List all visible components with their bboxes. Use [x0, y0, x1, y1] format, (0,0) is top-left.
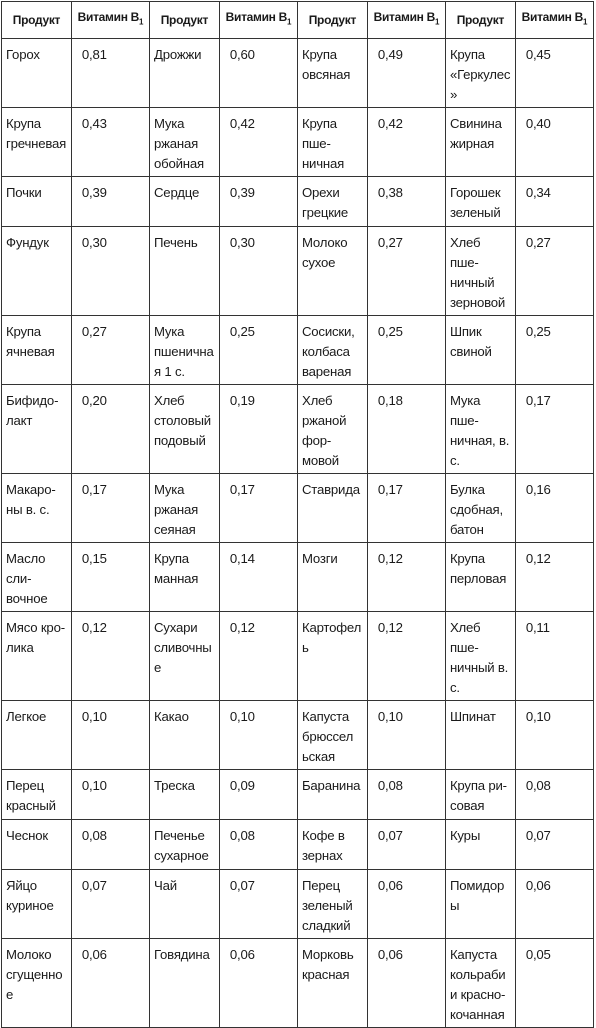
vitamin-value-cell: 0,12 [367, 543, 445, 612]
product-name-cell: Печень [149, 227, 219, 316]
product-name-cell: Хлеб пшеничный зерновой [445, 227, 515, 316]
header-vitamin-label: Витамин B [77, 10, 140, 25]
vitamin-value-cell: 0,12 [367, 612, 445, 701]
vitamin-value-cell: 0,08 [219, 820, 297, 870]
vitamin-value-cell: 0,06 [515, 870, 593, 939]
product-name-cell: Бифидолакт [2, 385, 72, 474]
vitamin-value-cell: 0,18 [367, 385, 445, 474]
product-name-cell: Куры [445, 820, 515, 870]
table-row [2, 227, 594, 316]
header-vitamin-subscript: 1 [139, 17, 144, 27]
product-name-cell: Яйцо куриное [2, 870, 72, 939]
vitamin-value-cell: 0,09 [219, 770, 297, 820]
product-name-cell: Картофель [297, 612, 367, 701]
product-name-cell: Капуста брюссельская [297, 701, 367, 770]
product-name-cell: Капуста кольраби и краснокочанная [445, 939, 515, 1028]
vitamin-value-cell: 0,06 [71, 939, 149, 1028]
vitamin-value-cell: 0,25 [515, 316, 593, 385]
vitamin-value-cell: 0,34 [515, 177, 593, 227]
table-row [2, 701, 594, 770]
header-vitamin-subscript: 1 [435, 17, 440, 27]
product-name-cell: Говядина [149, 939, 219, 1028]
vitamin-value-cell: 0,07 [219, 870, 297, 939]
table-row [2, 474, 594, 543]
table-row [2, 820, 594, 870]
vitamin-value-cell: 0,42 [219, 108, 297, 177]
table-row [2, 385, 594, 474]
table-row [2, 612, 594, 701]
vitamin-value-cell: 0,10 [71, 770, 149, 820]
product-name-cell: Масло сливочное [2, 543, 72, 612]
header-vitamin-subscript: 1 [583, 17, 588, 27]
vitamin-value-cell: 0,81 [71, 39, 149, 108]
product-name-cell: Чеснок [2, 820, 72, 870]
table-row [2, 177, 594, 227]
product-name-cell: Баранина [297, 770, 367, 820]
vitamin-value-cell: 0,43 [71, 108, 149, 177]
product-name-cell: Почки [2, 177, 72, 227]
vitamin-value-cell: 0,05 [515, 939, 593, 1028]
vitamin-value-cell: 0,30 [71, 227, 149, 316]
vitamin-value-cell: 0,39 [219, 177, 297, 227]
product-name-cell: Булка сдобная, батон [445, 474, 515, 543]
product-name-cell: Крупа гречневая [2, 108, 72, 177]
vitamin-value-cell: 0,40 [515, 108, 593, 177]
vitamin-value-cell: 0,27 [71, 316, 149, 385]
vitamin-value-cell: 0,25 [367, 316, 445, 385]
vitamin-value-cell: 0,06 [219, 939, 297, 1028]
vitamin-value-cell: 0,07 [71, 870, 149, 939]
header-vitamin [219, 2, 297, 39]
header-vitamin-subscript: 1 [287, 17, 292, 27]
vitamin-value-cell: 0,10 [515, 701, 593, 770]
header-product-label: Продукт [308, 13, 357, 27]
header-product [297, 2, 367, 39]
header-product [149, 2, 219, 39]
header-product-label: Продукт [12, 13, 61, 27]
vitamin-value-cell: 0,17 [515, 385, 593, 474]
vitamin-value-cell: 0,15 [71, 543, 149, 612]
product-name-cell: Треска [149, 770, 219, 820]
product-name-cell: Хлеб столовый подовый [149, 385, 219, 474]
product-name-cell: Крупа ячневая [2, 316, 72, 385]
product-name-cell: Мука ржаная сеяная [149, 474, 219, 543]
product-name-cell: Шпик свиной [445, 316, 515, 385]
vitamin-value-cell: 0,07 [515, 820, 593, 870]
product-name-cell: Мука ржаная обойная [149, 108, 219, 177]
vitamin-value-cell: 0,42 [367, 108, 445, 177]
product-name-cell: Свинина жирная [445, 108, 515, 177]
product-name-cell: Сосиски, колбаса вареная [297, 316, 367, 385]
table-row [2, 39, 594, 108]
product-name-cell: Мозги [297, 543, 367, 612]
table-row [2, 543, 594, 612]
vitamin-value-cell: 0,12 [71, 612, 149, 701]
product-name-cell: Помидоры [445, 870, 515, 939]
vitamin-value-cell: 0,17 [71, 474, 149, 543]
product-name-cell: Дрожжи [149, 39, 219, 108]
product-name-cell: Крупа манная [149, 543, 219, 612]
vitamin-value-cell: 0,08 [367, 770, 445, 820]
vitamin-value-cell: 0,30 [219, 227, 297, 316]
vitamin-value-cell: 0,06 [367, 870, 445, 939]
header-vitamin [367, 2, 445, 39]
vitamin-value-cell: 0,16 [515, 474, 593, 543]
product-name-cell: Молоко сухое [297, 227, 367, 316]
header-product-label: Продукт [160, 13, 209, 27]
vitamin-value-cell: 0,08 [515, 770, 593, 820]
vitamin-value-cell: 0,10 [367, 701, 445, 770]
product-name-cell: Мука пшеничная 1 с. [149, 316, 219, 385]
vitamin-value-cell: 0,39 [71, 177, 149, 227]
product-name-cell: Ставрида [297, 474, 367, 543]
header-product [445, 2, 515, 39]
vitamin-value-cell: 0,38 [367, 177, 445, 227]
vitamin-value-cell: 0,45 [515, 39, 593, 108]
product-name-cell: Макароны в. с. [2, 474, 72, 543]
product-name-cell: Мясо кролика [2, 612, 72, 701]
vitamin-value-cell: 0,27 [367, 227, 445, 316]
product-name-cell: Крупа перловая [445, 543, 515, 612]
product-name-cell: Чай [149, 870, 219, 939]
product-name-cell: Морковь красная [297, 939, 367, 1028]
product-name-cell: Сухари сливочные [149, 612, 219, 701]
header-row [2, 2, 594, 39]
header-vitamin-label: Витамин B [373, 10, 436, 25]
product-name-cell: Крупа «Геркулес» [445, 39, 515, 108]
table-row [2, 870, 594, 939]
header-vitamin-label: Витамин B [225, 10, 288, 25]
product-name-cell: Печенье сухарное [149, 820, 219, 870]
product-name-cell: Легкое [2, 701, 72, 770]
table-row [2, 770, 594, 820]
vitamin-value-cell: 0,06 [367, 939, 445, 1028]
vitamin-value-cell: 0,49 [367, 39, 445, 108]
vitamin-value-cell: 0,25 [219, 316, 297, 385]
header-vitamin [515, 2, 593, 39]
table-body [2, 39, 594, 1028]
vitamin-value-cell: 0,12 [219, 612, 297, 701]
table-row [2, 939, 594, 1028]
product-name-cell: Перец красный [2, 770, 72, 820]
product-name-cell: Хлеб ржаной формовой [297, 385, 367, 474]
header-product [2, 2, 72, 39]
vitamin-value-cell: 0,07 [367, 820, 445, 870]
table-row [2, 316, 594, 385]
header-product-label: Продукт [456, 13, 505, 27]
product-name-cell: Орехи грецкие [297, 177, 367, 227]
vitamin-value-cell: 0,17 [367, 474, 445, 543]
vitamin-b1-table [1, 1, 594, 1028]
product-name-cell: Мука пшеничная, в. с. [445, 385, 515, 474]
vitamin-value-cell: 0,60 [219, 39, 297, 108]
table-row [2, 108, 594, 177]
product-name-cell: Фундук [2, 227, 72, 316]
product-name-cell: Крупа пшеничная [297, 108, 367, 177]
vitamin-value-cell: 0,19 [219, 385, 297, 474]
vitamin-value-cell: 0,12 [515, 543, 593, 612]
product-name-cell: Какао [149, 701, 219, 770]
product-name-cell: Кофе в зернах [297, 820, 367, 870]
vitamin-value-cell: 0,17 [219, 474, 297, 543]
product-name-cell: Молоко сгущенное [2, 939, 72, 1028]
product-name-cell: Горох [2, 39, 72, 108]
product-name-cell: Шпинат [445, 701, 515, 770]
header-vitamin [71, 2, 149, 39]
vitamin-value-cell: 0,14 [219, 543, 297, 612]
vitamin-value-cell: 0,11 [515, 612, 593, 701]
header-vitamin-label: Витамин B [521, 10, 584, 25]
vitamin-value-cell: 0,20 [71, 385, 149, 474]
vitamin-value-cell: 0,08 [71, 820, 149, 870]
product-name-cell: Горошек зеленый [445, 177, 515, 227]
product-name-cell: Сердце [149, 177, 219, 227]
vitamin-value-cell: 0,10 [71, 701, 149, 770]
vitamin-value-cell: 0,27 [515, 227, 593, 316]
product-name-cell: Крупа рисовая [445, 770, 515, 820]
product-name-cell: Хлеб пшеничный в. с. [445, 612, 515, 701]
vitamin-value-cell: 0,10 [219, 701, 297, 770]
product-name-cell: Перец зеленый сладкий [297, 870, 367, 939]
product-name-cell: Крупа овсяная [297, 39, 367, 108]
